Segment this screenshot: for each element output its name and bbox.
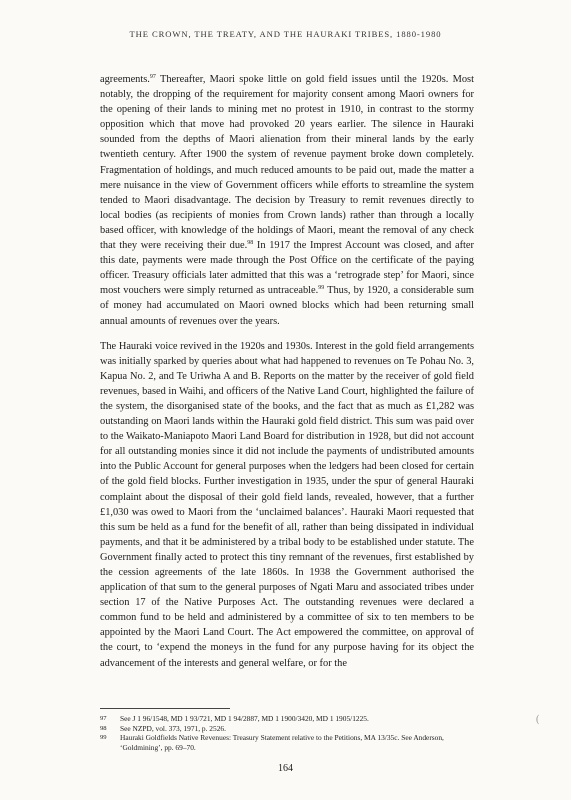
footnote <box>100 714 474 724</box>
text-run: In 1917 the Imprest Account was closed, and after this date, payments were made through the Post Office on the certificate of the paying officer. Treasury officials later admitted that this was a ‘retrograde step’ for Maori, since most vouchers were simply returned as untraceable. <box>100 240 474 297</box>
text-run: agreements. <box>100 74 150 85</box>
footnote-rule <box>100 708 230 709</box>
running-head: THE CROWN, THE TREATY, AND THE HAURAKI TRIBES, 1880-1980 <box>129 29 442 39</box>
body-text <box>100 72 474 671</box>
text-run: Thus, by 1920, a considerable sum of money had accumulated on Maori owned blocks which had been returning small annual amounts of revenues over the years. <box>100 285 474 327</box>
footnote-ref: 98 <box>247 240 254 247</box>
footnote-text: Hauraki Goldfields Native Revenues: Treasury Statement relative to the Petitions, MA 13/35c. See Anderson, ‘Goldmining’, pp. 69–70. <box>120 733 444 752</box>
footnote <box>100 733 474 752</box>
footnote-number: 99 <box>100 734 107 742</box>
footnote-number: 98 <box>100 724 107 732</box>
footnotes <box>100 714 474 752</box>
footnote-number: 97 <box>100 715 107 722</box>
footnote-ref: 97 <box>149 74 156 80</box>
footnote-text: See J 1 96/1548, MD 1 93/721, MD 1 94/2887, MD 1 1900/3420, MD 1 1905/1225. <box>120 714 369 723</box>
footnote-ref: 99 <box>318 285 325 292</box>
footnote-text: See NZPD, vol. 373, 1971, p. 2526. <box>120 723 226 733</box>
text-run: The Hauraki voice revived in the 1920s and 1930s. Interest in the gold field arrangements was initially sparked by queries about what had happened to revenues on Te Pohau No. 3, Kapua No. 2, and Te Uriwha A and B. Reports on the matter by the receiver of gold field revenues, based in Waihi, and officers of the Native Land Court, highlighted the failure of the system, the disorganised state of the books, and the fact that as much as £1,282 was outstanding on Maori lands within the Hauraki gold field district. This sum was paid over to the Waikato-Maniapoto Maori Land Board for distribution in 1928, but did not account for all outstanding monies since it did not include the payments of undistributed amounts into the Public Account for general purposes when the ledgers had been closed for certain of the gold field blocks. Further investigation in 1935, under the spur of general Hauraki complaint about the disposal of their gold field lands, revealed, however, that a further £1,030 was owed to Maori from the ‘unclaimed balances’. Hauraki Maori requested that this sum be held as a fund for the benefit of all, rather than being dissipated in individual payments, and that it be administered by a tribal body to be established under statute. The Government finally acted to protect this tiny remnant of the revenues, first established by the cession agreements of the late 1860s. In 1938 the Government authorised the application of that sum to the general purposes of Ngati Maru and associated tribes under section 17 of the Native Purposes Act. The outstanding revenues were declared a common fund to be held and administered by a committee of six to ten members to be appointed by the Maori Land Court. The Act empowered the committee, on approval of the court, to ‘expend the moneys in the fund for any purpose having for its object the advancement of the interests and general welfare, or for the <box>100 340 474 669</box>
paragraph <box>100 72 474 329</box>
margin-mark: ( <box>536 714 540 725</box>
paragraph <box>100 339 474 671</box>
text-run: Thereafter, Maori spoke little on gold field issues until the 1920s. Most notably, the dropping of the requirement for majority consent among Maori owners for the opening of their lands to mining met no protest in 1910, in contrast to the stormy opposition which that move had provoked 20 years earlier. The silence in Hauraki sounded from the depths of Maori alienation from their mineral lands by the early twentieth century. After 1900 the system of revenue payment broke down completely. Fragmentation of holdings, and much reduced amounts to be paid out, made the matter a mere nuisance in the view of Government officers while efforts to streamline the system tended to Maori disadvantage. The decision by Treasury to remit revenues directly to local bodies (as recipients of monies from Crown lands) rather than through a locally based officer, with knowledge of the holdings of Maori, meant the removal of any check that they were receiving their due. <box>100 74 474 252</box>
footnote <box>100 724 474 734</box>
page-number: 164 <box>278 763 293 774</box>
